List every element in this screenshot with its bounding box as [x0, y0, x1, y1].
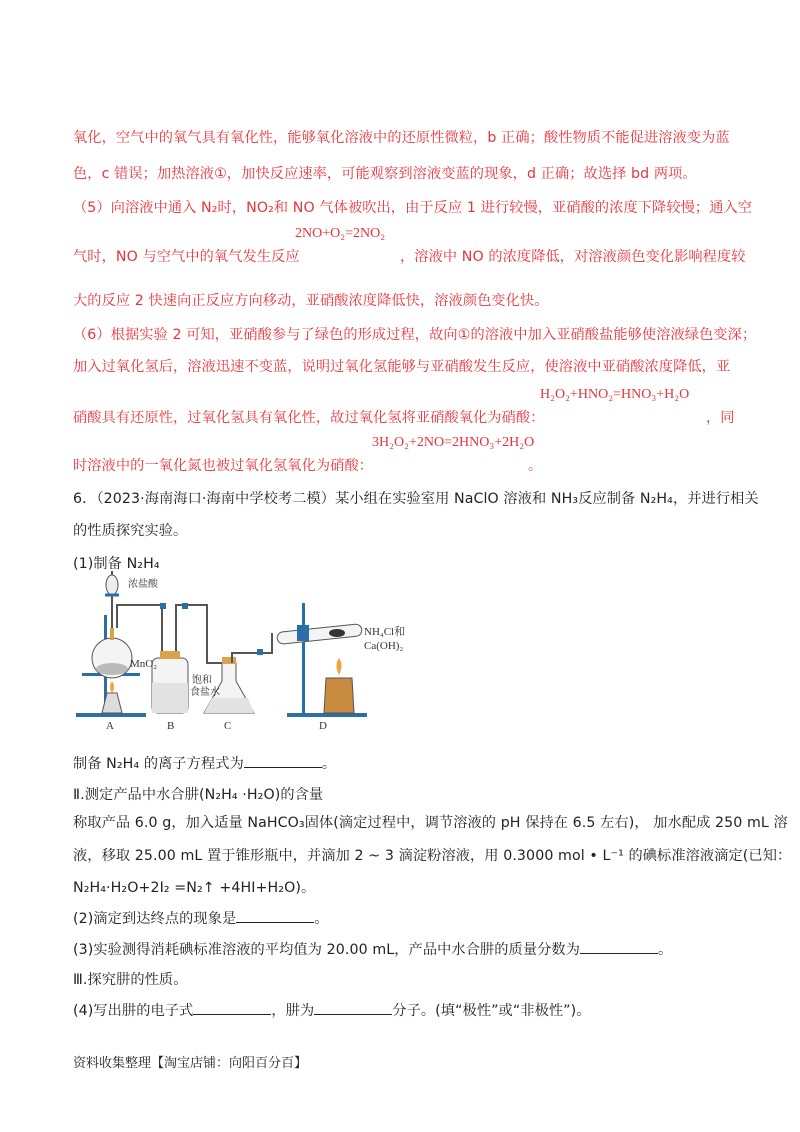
label-hcl: 浓盐酸 [128, 579, 158, 590]
label-brine-1: 饱和 [192, 675, 212, 686]
answer-line-5: 大的反应 2 快速向正反应方向移动，亚硝酸浓度降低快，溶液颜色变化快。 [73, 293, 549, 309]
stand-a-base [76, 713, 146, 717]
answer-line-6: （6）根据实验 2 可知，亚硝酸参与了绿色的形成过程，故向①的溶液中加入亚硝酸盐能够使溶液绿色变深； [73, 327, 757, 343]
answer-line-2: 色，c 错误；加热溶液①，加快反应速率，可能观察到溶液变蓝的现象，d 正确；故选择 bd 两项。 [73, 166, 697, 182]
question-4: (4)写出肼的电子式 ，肼为 分子。(填“极性”或“非极性”)。 [73, 1000, 591, 1020]
equation-h2o2-hno2: H₂O₂+HNO₂=HNO₃+H₂O [540, 387, 690, 402]
apparatus-figure [72, 563, 462, 733]
part1-title: (1)制备 N₂H₄ [73, 556, 160, 572]
question-3: (3)实验测得消耗碘标准溶液的平均值为 20.00 mL，产品中水合肼的质量分数为 。 [73, 939, 672, 959]
question-intro-1: 6．（2023·海南海口·海南中学校考二模）某小组在实验室用 NaClO 溶液和 NH₃反应制备 N₂H₄，并进行相关 [73, 491, 759, 507]
label-mno2: MnO₂ [130, 658, 158, 670]
stand-d-base [287, 713, 367, 717]
answer-blank-4a[interactable] [193, 1000, 271, 1015]
part1-question: 制备 N₂H₄ 的离子方程式为 。 [73, 753, 336, 773]
label-d: D [319, 720, 327, 732]
answer-blank-1[interactable] [244, 753, 322, 768]
answer-line-8: 硝酸具有还原性，过氧化氢具有氧化性，故过氧化氢将亚硝酸氧化为硝酸： [73, 410, 545, 426]
label-c: C [224, 720, 232, 732]
equation-h2o2-no: 3H₂O₂+2NO=2HNO₃+2H₂O [372, 435, 535, 450]
answer-blank-4b[interactable] [314, 1000, 392, 1015]
label-a: A [106, 720, 114, 732]
part2-line-2: 液，移取 25.00 mL 置于锥形瓶中，并滴加 2 ~ 3 滴淀粉溶液，用 0.3000 mol • L⁻¹ 的碘标准溶液滴定(已知： [73, 848, 792, 864]
label-brine-2: 食盐水 [190, 687, 220, 698]
part3-title: Ⅲ.探究肼的性质。 [73, 972, 188, 988]
answer-line-7: 加入过氧化氢后，溶液迅速不变蓝，说明过氧化氢能够与亚硝酸发生反应，使溶液中亚硝酸浓度降低，亚 [73, 359, 731, 375]
part2-line-3: N₂H₄·H₂O+2I₂ =N₂↑ +4HI+H₂O)。 [73, 880, 316, 896]
answer-line-4b: ，溶液中 NO 的浓度降低，对溶液颜色变化影响程度较 [400, 249, 746, 265]
answer-line-9b: 。 [528, 458, 543, 474]
answer-line-1: 氧化，空气中的氧气具有氧化性，能够氧化溶液中的还原性微粒，b 正确；酸性物质不能促进溶液变为蓝 [73, 130, 730, 146]
answer-line-4: 气时，NO 与空气中的氧气发生反应 [73, 249, 300, 265]
label-b: B [167, 720, 175, 732]
answer-line-9: 时溶液中的一氧化氮也被过氧化氢氧化为硝酸： [73, 458, 374, 474]
label-caoh2: Ca(OH)₂ [364, 640, 404, 652]
footer-note: 资料收集整理【淘宝店铺：向阳百分百】 [73, 1056, 308, 1071]
question-intro-2: 的性质探究实验。 [73, 523, 188, 539]
question-2: (2)滴定到达终点的现象是 。 [73, 908, 329, 928]
dropping-funnel [106, 575, 118, 595]
answer-blank-2[interactable] [236, 908, 314, 923]
answer-blank-3[interactable] [580, 939, 658, 954]
part2-line-1: 称取产品 6.0 g，加入适量 NaHCO₃固体(滴定过程中，调节溶液的 pH 保持在 6.5 左右)， 加水配成 250 mL 溶 [73, 815, 788, 831]
part2-title: Ⅱ.测定产品中水合肼(N₂H₄ ·H₂O)的含量 [73, 787, 324, 803]
equation-no-oxidation: 2NO+O₂=2NO₂ [295, 226, 386, 241]
answer-line-3: （5）向溶液中通入 N₂时，NO₂和 NO 气体被吹出，由于反应 1 进行较慢，亚硝酸的浓度下降较慢；通入空 [73, 200, 753, 216]
test-tube-d [277, 624, 363, 645]
label-nh4cl: NH₄Cl和 [364, 626, 406, 638]
answer-line-8b: ，同 [706, 410, 735, 426]
stand-d-rod [302, 603, 305, 715]
